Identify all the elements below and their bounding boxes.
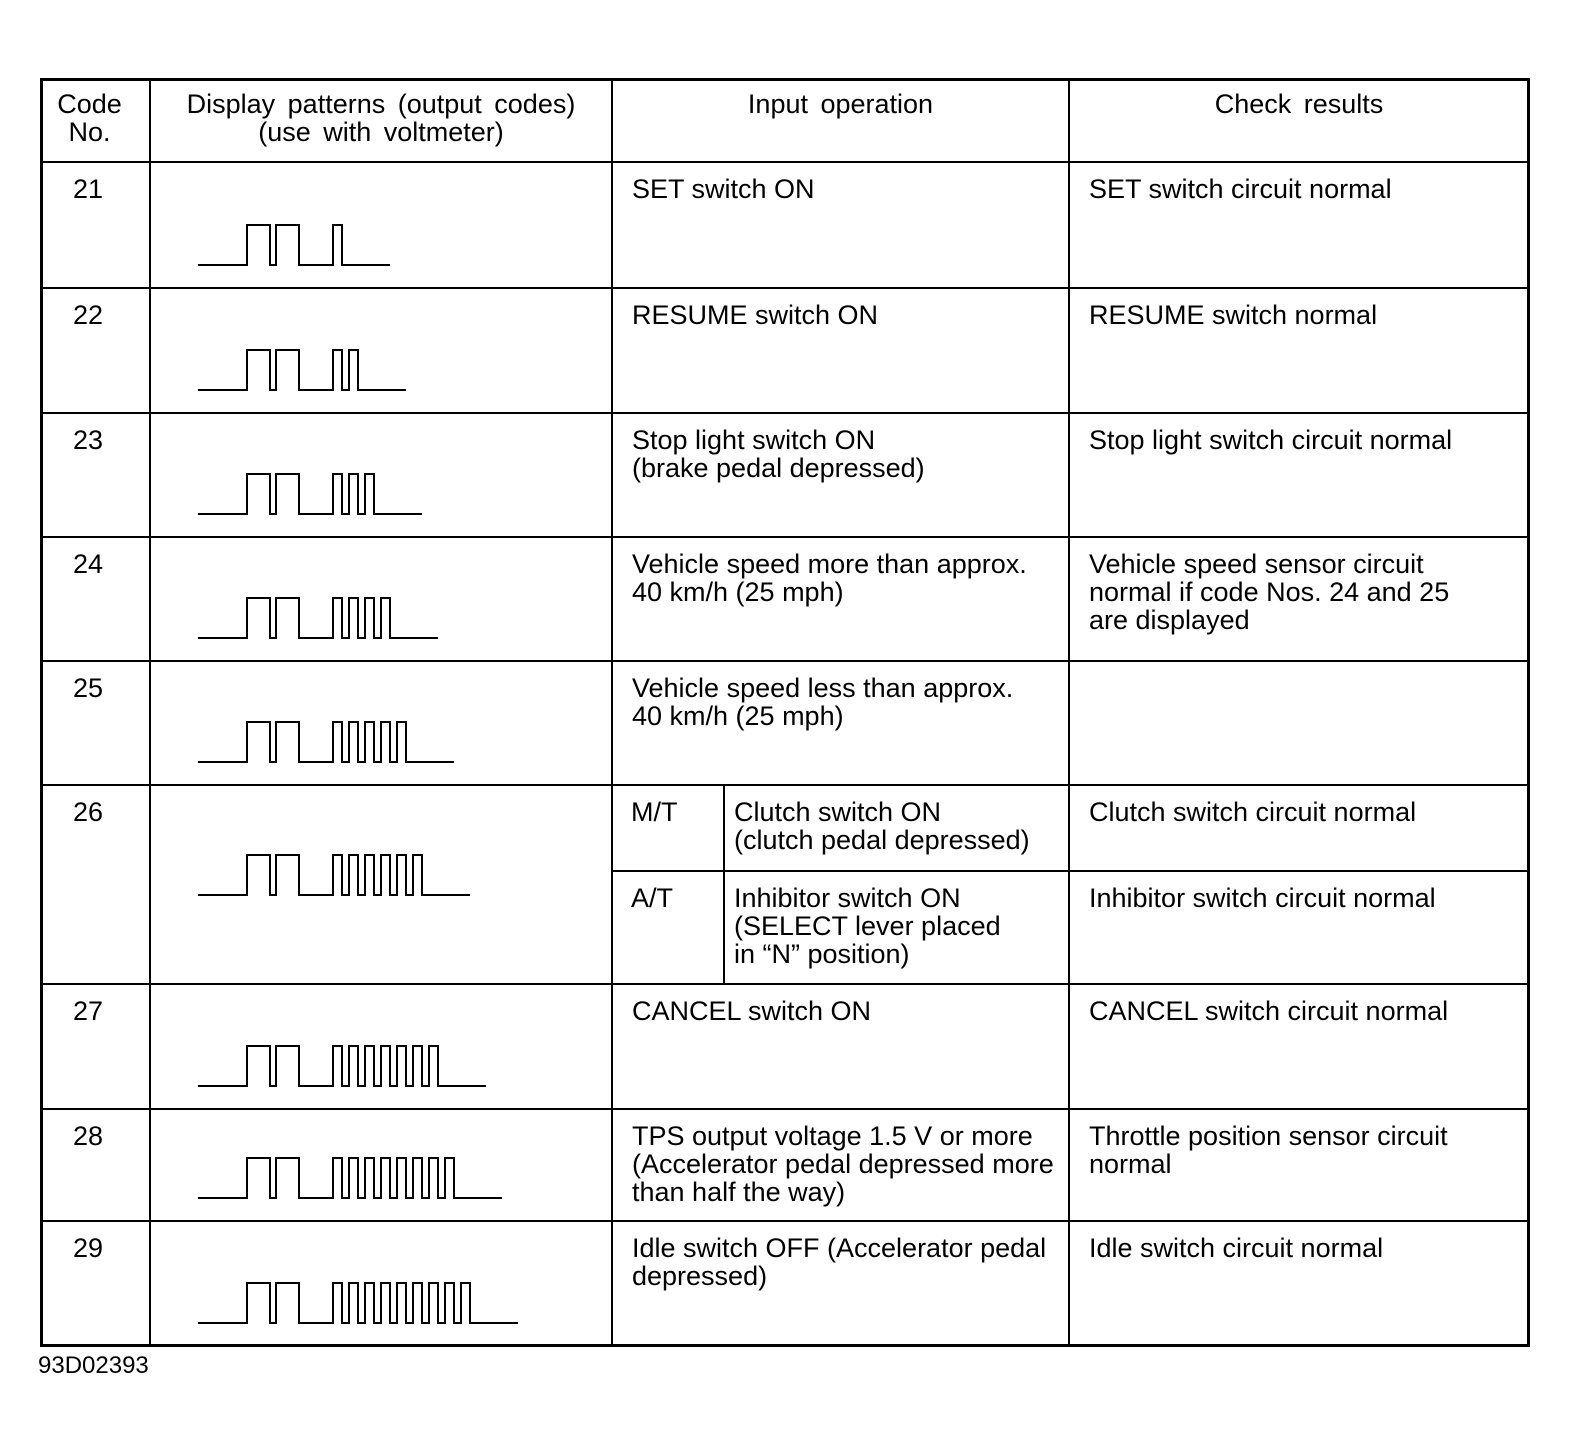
figure-id: 93D02393	[38, 1352, 149, 1379]
input-operation: CANCEL switch ON	[613, 985, 1070, 1110]
transmission-type: A/T	[613, 872, 725, 985]
waveform	[198, 223, 538, 267]
check-result: Clutch switch circuit normal	[1070, 786, 1530, 872]
waveform	[198, 348, 538, 392]
code-number: 21	[40, 163, 151, 289]
check-result: Throttle position sensor circuit normal	[1070, 1110, 1530, 1222]
waveform-trace	[198, 1158, 502, 1198]
code-number: 22	[40, 289, 151, 414]
input-operation: Vehicle speed more than approx. 40 km/h (25 mph)	[613, 538, 1070, 662]
code-number: 27	[40, 985, 151, 1110]
transmission-type: M/T	[613, 786, 725, 872]
input-operation: SET switch ON	[613, 163, 1070, 289]
check-result: CANCEL switch circuit normal	[1070, 985, 1530, 1110]
input-operation: RESUME switch ON	[613, 289, 1070, 414]
display-pattern-cell	[151, 662, 613, 786]
check-result: Vehicle speed sensor circuit normal if code Nos. 24 and 25 are displayed	[1070, 538, 1530, 662]
waveform	[198, 596, 538, 640]
input-operation: Clutch switch ON (clutch pedal depressed)	[725, 786, 1070, 872]
check-result: Inhibitor switch circuit normal	[1070, 872, 1530, 985]
waveform-trace	[198, 225, 390, 265]
waveform-trace	[198, 350, 406, 390]
display-pattern-cell	[151, 1110, 613, 1222]
check-result: RESUME switch normal	[1070, 289, 1530, 414]
waveform	[198, 1044, 538, 1088]
header-display-patterns: Display patterns (output codes) (use with voltmeter)	[151, 78, 613, 163]
waveform-trace	[198, 1283, 518, 1323]
code-number: 23	[40, 414, 151, 538]
waveform-trace	[198, 474, 422, 514]
code-number: 28	[40, 1110, 151, 1222]
display-pattern-cell	[151, 1222, 613, 1347]
display-pattern-cell	[151, 414, 613, 538]
waveform-trace	[198, 855, 470, 895]
display-pattern-cell	[151, 786, 613, 985]
waveform	[198, 1281, 538, 1325]
check-result: Stop light switch circuit normal	[1070, 414, 1530, 538]
check-result-empty	[1070, 662, 1530, 786]
display-pattern-cell	[151, 163, 613, 289]
display-pattern-cell	[151, 538, 613, 662]
input-operation: Vehicle speed less than approx. 40 km/h (25 mph)	[613, 662, 1070, 786]
input-operation: Idle switch OFF (Accelerator pedal depressed)	[613, 1222, 1070, 1347]
waveform-trace	[198, 722, 454, 762]
code-number: 29	[40, 1222, 151, 1347]
input-operation: Inhibitor switch ON (SELECT lever placed in “N” position)	[725, 872, 1070, 985]
check-result: Idle switch circuit normal	[1070, 1222, 1530, 1347]
waveform	[198, 472, 538, 516]
code-number: 25	[40, 662, 151, 786]
waveform-trace	[198, 1046, 486, 1086]
waveform-trace	[198, 598, 438, 638]
display-pattern-cell	[151, 289, 613, 414]
code-number: 26	[40, 786, 151, 985]
header-code-no: Code No.	[40, 78, 151, 163]
header-input-operation: Input operation	[613, 78, 1070, 163]
display-pattern-cell	[151, 985, 613, 1110]
waveform	[198, 853, 538, 897]
diagnostic-code-table	[40, 78, 1530, 1347]
check-result: SET switch circuit normal	[1070, 163, 1530, 289]
code-number: 24	[40, 538, 151, 662]
header-check-results: Check results	[1070, 78, 1530, 163]
waveform	[198, 720, 538, 764]
input-operation: Stop light switch ON (brake pedal depressed)	[613, 414, 1070, 538]
input-operation: TPS output voltage 1.5 V or more (Accelerator pedal depressed more than half the way)	[613, 1110, 1070, 1222]
waveform	[198, 1156, 538, 1200]
